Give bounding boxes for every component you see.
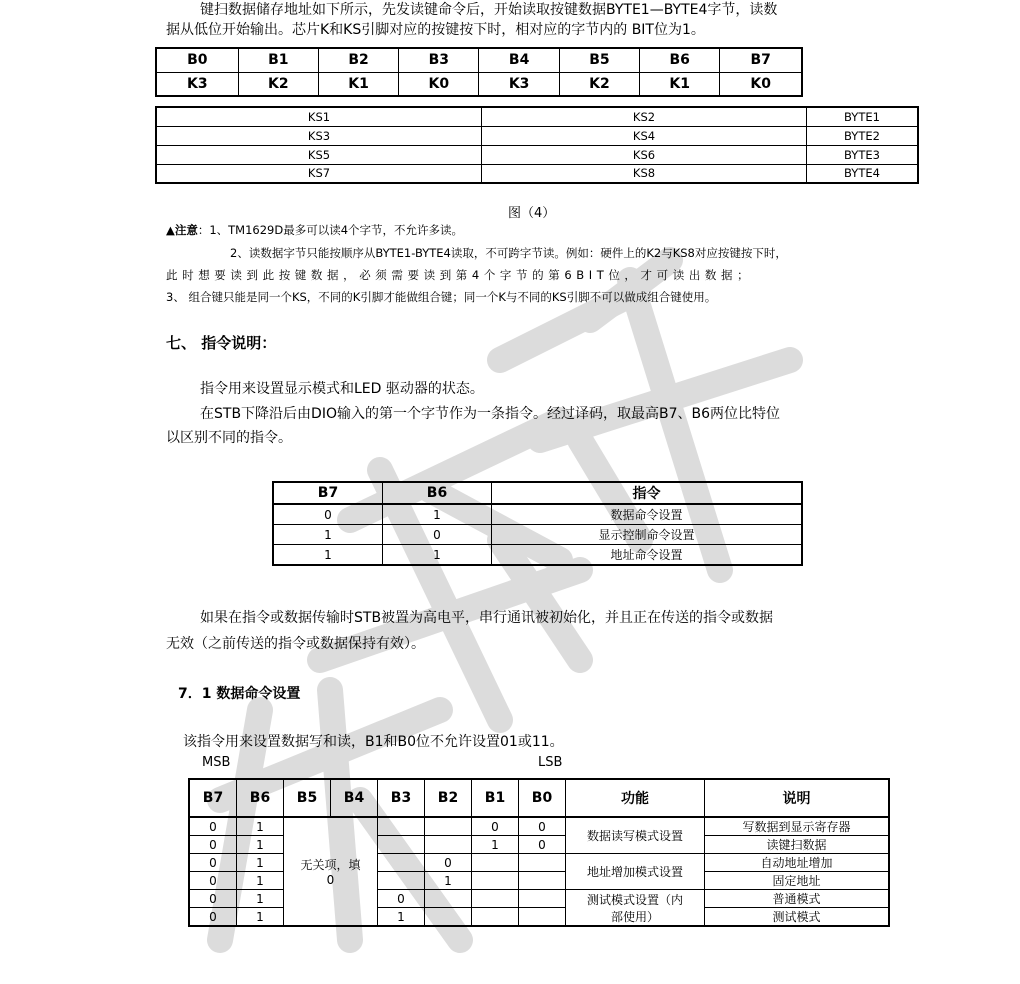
data-cell: 1: [425, 872, 472, 890]
data-cell: [425, 836, 472, 854]
byte-cell: BYTE4: [807, 164, 919, 183]
data-header: 功能: [566, 779, 705, 817]
cmd-cell: 0: [273, 504, 383, 525]
data-cell: 0: [378, 890, 425, 908]
data-header: B6: [237, 779, 284, 817]
data-header: B2: [425, 779, 472, 817]
intro-line-1: 键扫数据储存地址如下所示，先发读键命令后，开始读取按键数据BYTE1—BYTE4字节，读数: [200, 2, 778, 18]
bit-cell: B3: [399, 48, 479, 72]
section-7-heading: 七、 指令说明：: [166, 334, 277, 352]
lsb-label: LSB: [538, 755, 563, 770]
data-cell: [472, 872, 519, 890]
cmd-cell: 地址命令设置: [492, 545, 803, 566]
note-2: 2、读数据字节只能按顺序从BYTE1-BYTE4读取，不可跨字节读。例如：硬件上的K2与KS8对应按键按下时，: [230, 246, 787, 260]
data-cell: 1: [237, 854, 284, 872]
data-cell: [425, 908, 472, 927]
byte-cell: BYTE2: [807, 126, 919, 145]
byte-cell: BYTE1: [807, 107, 919, 126]
function-test-line1: 测试模式设置（内: [586, 892, 683, 907]
bit-cell: B5: [559, 48, 639, 72]
bit-cell: B7: [720, 48, 802, 72]
section-7-p1: 指令用来设置显示模式和LED 驱动器的状态。: [200, 381, 484, 397]
data-cell: 1: [237, 872, 284, 890]
function-cell: 数据读写模式设置: [566, 817, 705, 854]
data-cell: [519, 872, 566, 890]
data-cell: [519, 908, 566, 927]
command-table: [272, 481, 803, 566]
data-cell: 0: [472, 817, 519, 836]
data-cell: 0: [189, 890, 237, 908]
data-cell: 0: [189, 908, 237, 927]
data-cell: [519, 854, 566, 872]
ks-cell: KS3: [156, 126, 482, 145]
ks-cell: KS5: [156, 145, 482, 164]
note-cell: 普通模式: [705, 890, 890, 908]
data-cell: 1: [378, 908, 425, 927]
data-cell: [378, 872, 425, 890]
data-cell: 1: [237, 836, 284, 854]
cmd-cell: 1: [273, 545, 383, 566]
ks-cell: KS8: [482, 164, 807, 183]
intro-line-2: 据从低位开始输出。芯片K和KS引脚对应的按键按下时，相对应的字节内的 BIT位为1。: [166, 22, 705, 38]
key-cell: K2: [559, 72, 639, 96]
msb-label: MSB: [202, 755, 231, 770]
key-cell: K0: [720, 72, 802, 96]
key-cell: K3: [156, 72, 238, 96]
data-cell: [378, 836, 425, 854]
cmd-cell: 数据命令设置: [492, 504, 803, 525]
bit-cell: B2: [318, 48, 398, 72]
key-cell: K1: [318, 72, 398, 96]
bit-cell: B4: [479, 48, 559, 72]
section-7-1-heading: 7．1 数据命令设置: [178, 686, 301, 702]
cmd-cell: 1: [383, 504, 492, 525]
data-cell: [378, 854, 425, 872]
figure-caption: 图（4）: [508, 206, 556, 221]
ks-cell: KS4: [482, 126, 807, 145]
key-cell: K2: [238, 72, 318, 96]
data-header: B3: [378, 779, 425, 817]
data-cell: [472, 890, 519, 908]
byte-cell: BYTE3: [807, 145, 919, 164]
note-cell: 写数据到显示寄存器: [705, 817, 890, 836]
data-cell: 0: [189, 872, 237, 890]
function-cell: [566, 890, 705, 927]
dont-care-text: 无关项，填: [300, 858, 361, 872]
bit-cell: B0: [156, 48, 238, 72]
data-cell: 0: [425, 854, 472, 872]
data-cell: 0: [189, 854, 237, 872]
cmd-cell: 1: [273, 525, 383, 545]
key-bit-table: [155, 47, 803, 97]
ks-cell: KS7: [156, 164, 482, 183]
section-7-p2a: 在STB下降沿后由DIO输入的第一个字节作为一条指令。经过译码，取最高B7、B6两位比特位: [200, 406, 780, 422]
data-cell: [378, 817, 425, 836]
data-header: B1: [472, 779, 519, 817]
ks-cell: KS2: [482, 107, 807, 126]
cmd-cell: 1: [383, 545, 492, 566]
note-cell: 测试模式: [705, 908, 890, 927]
function-test-line2: 部使用）: [610, 909, 659, 924]
data-header: B7: [189, 779, 237, 817]
note-marker: ▲注意: [166, 223, 198, 237]
data-cell: 1: [237, 890, 284, 908]
data-cell: 1: [472, 836, 519, 854]
cmd-header: 指令: [492, 482, 803, 504]
data-cell: [472, 854, 519, 872]
ks-cell: KS1: [156, 107, 482, 126]
ks-cell: KS6: [482, 145, 807, 164]
key-cell: K0: [399, 72, 479, 96]
stb-para-b: 无效（之前传送的指令或数据保持有效）。: [166, 636, 425, 652]
ks-byte-table: [155, 106, 919, 184]
note-1-text: ：1、TM1629D最多可以读4个字节，不允许多读。: [197, 223, 464, 237]
bit-cell: B6: [640, 48, 720, 72]
note-2-cont: 此时想要读到此按键数据，必须需要读到第4个字节的第6BIT位，才可读出数据；: [166, 268, 754, 282]
key-cell: K1: [640, 72, 720, 96]
data-cell: [425, 890, 472, 908]
data-cell: [425, 817, 472, 836]
cmd-cell: 0: [383, 525, 492, 545]
data-cell: 1: [237, 817, 284, 836]
note-cell: 读键扫数据: [705, 836, 890, 854]
section-7-p2b: 以区别不同的指令。: [166, 430, 292, 446]
data-cell: 0: [189, 817, 237, 836]
data-header: B4: [331, 779, 378, 817]
dont-care-cell: [284, 817, 378, 926]
data-cell: 0: [519, 836, 566, 854]
data-cell: [519, 890, 566, 908]
data-command-table: [188, 778, 890, 927]
note-3: 3、 组合键只能是同一个KS，不同的K引脚才能做组合键；同一个K与不同的KS引脚不可以做成组合键使用。: [166, 290, 717, 304]
stb-para-a: 如果在指令或数据传输时STB被置为高电平，串行通讯被初始化，并且正在传送的指令或数据: [200, 610, 774, 626]
note-1: [166, 222, 463, 238]
cmd-header: B6: [383, 482, 492, 504]
note-cell: 自动地址增加: [705, 854, 890, 872]
cmd-cell: 显示控制命令设置: [492, 525, 803, 545]
data-cell: 0: [519, 817, 566, 836]
note-cell: 固定地址: [705, 872, 890, 890]
key-cell: K3: [479, 72, 559, 96]
dont-care-zero: 0: [326, 873, 335, 887]
function-cell: 地址增加模式设置: [566, 854, 705, 890]
data-cell: [472, 908, 519, 927]
data-header: B5: [284, 779, 331, 817]
section-7-1-desc: 该指令用来设置数据写和读，B1和B0位不允许设置01或11。: [183, 734, 564, 750]
bit-cell: B1: [238, 48, 318, 72]
data-cell: 0: [189, 836, 237, 854]
data-header: 说明: [705, 779, 890, 817]
cmd-header: B7: [273, 482, 383, 504]
data-cell: 1: [237, 908, 284, 927]
data-header: B0: [519, 779, 566, 817]
